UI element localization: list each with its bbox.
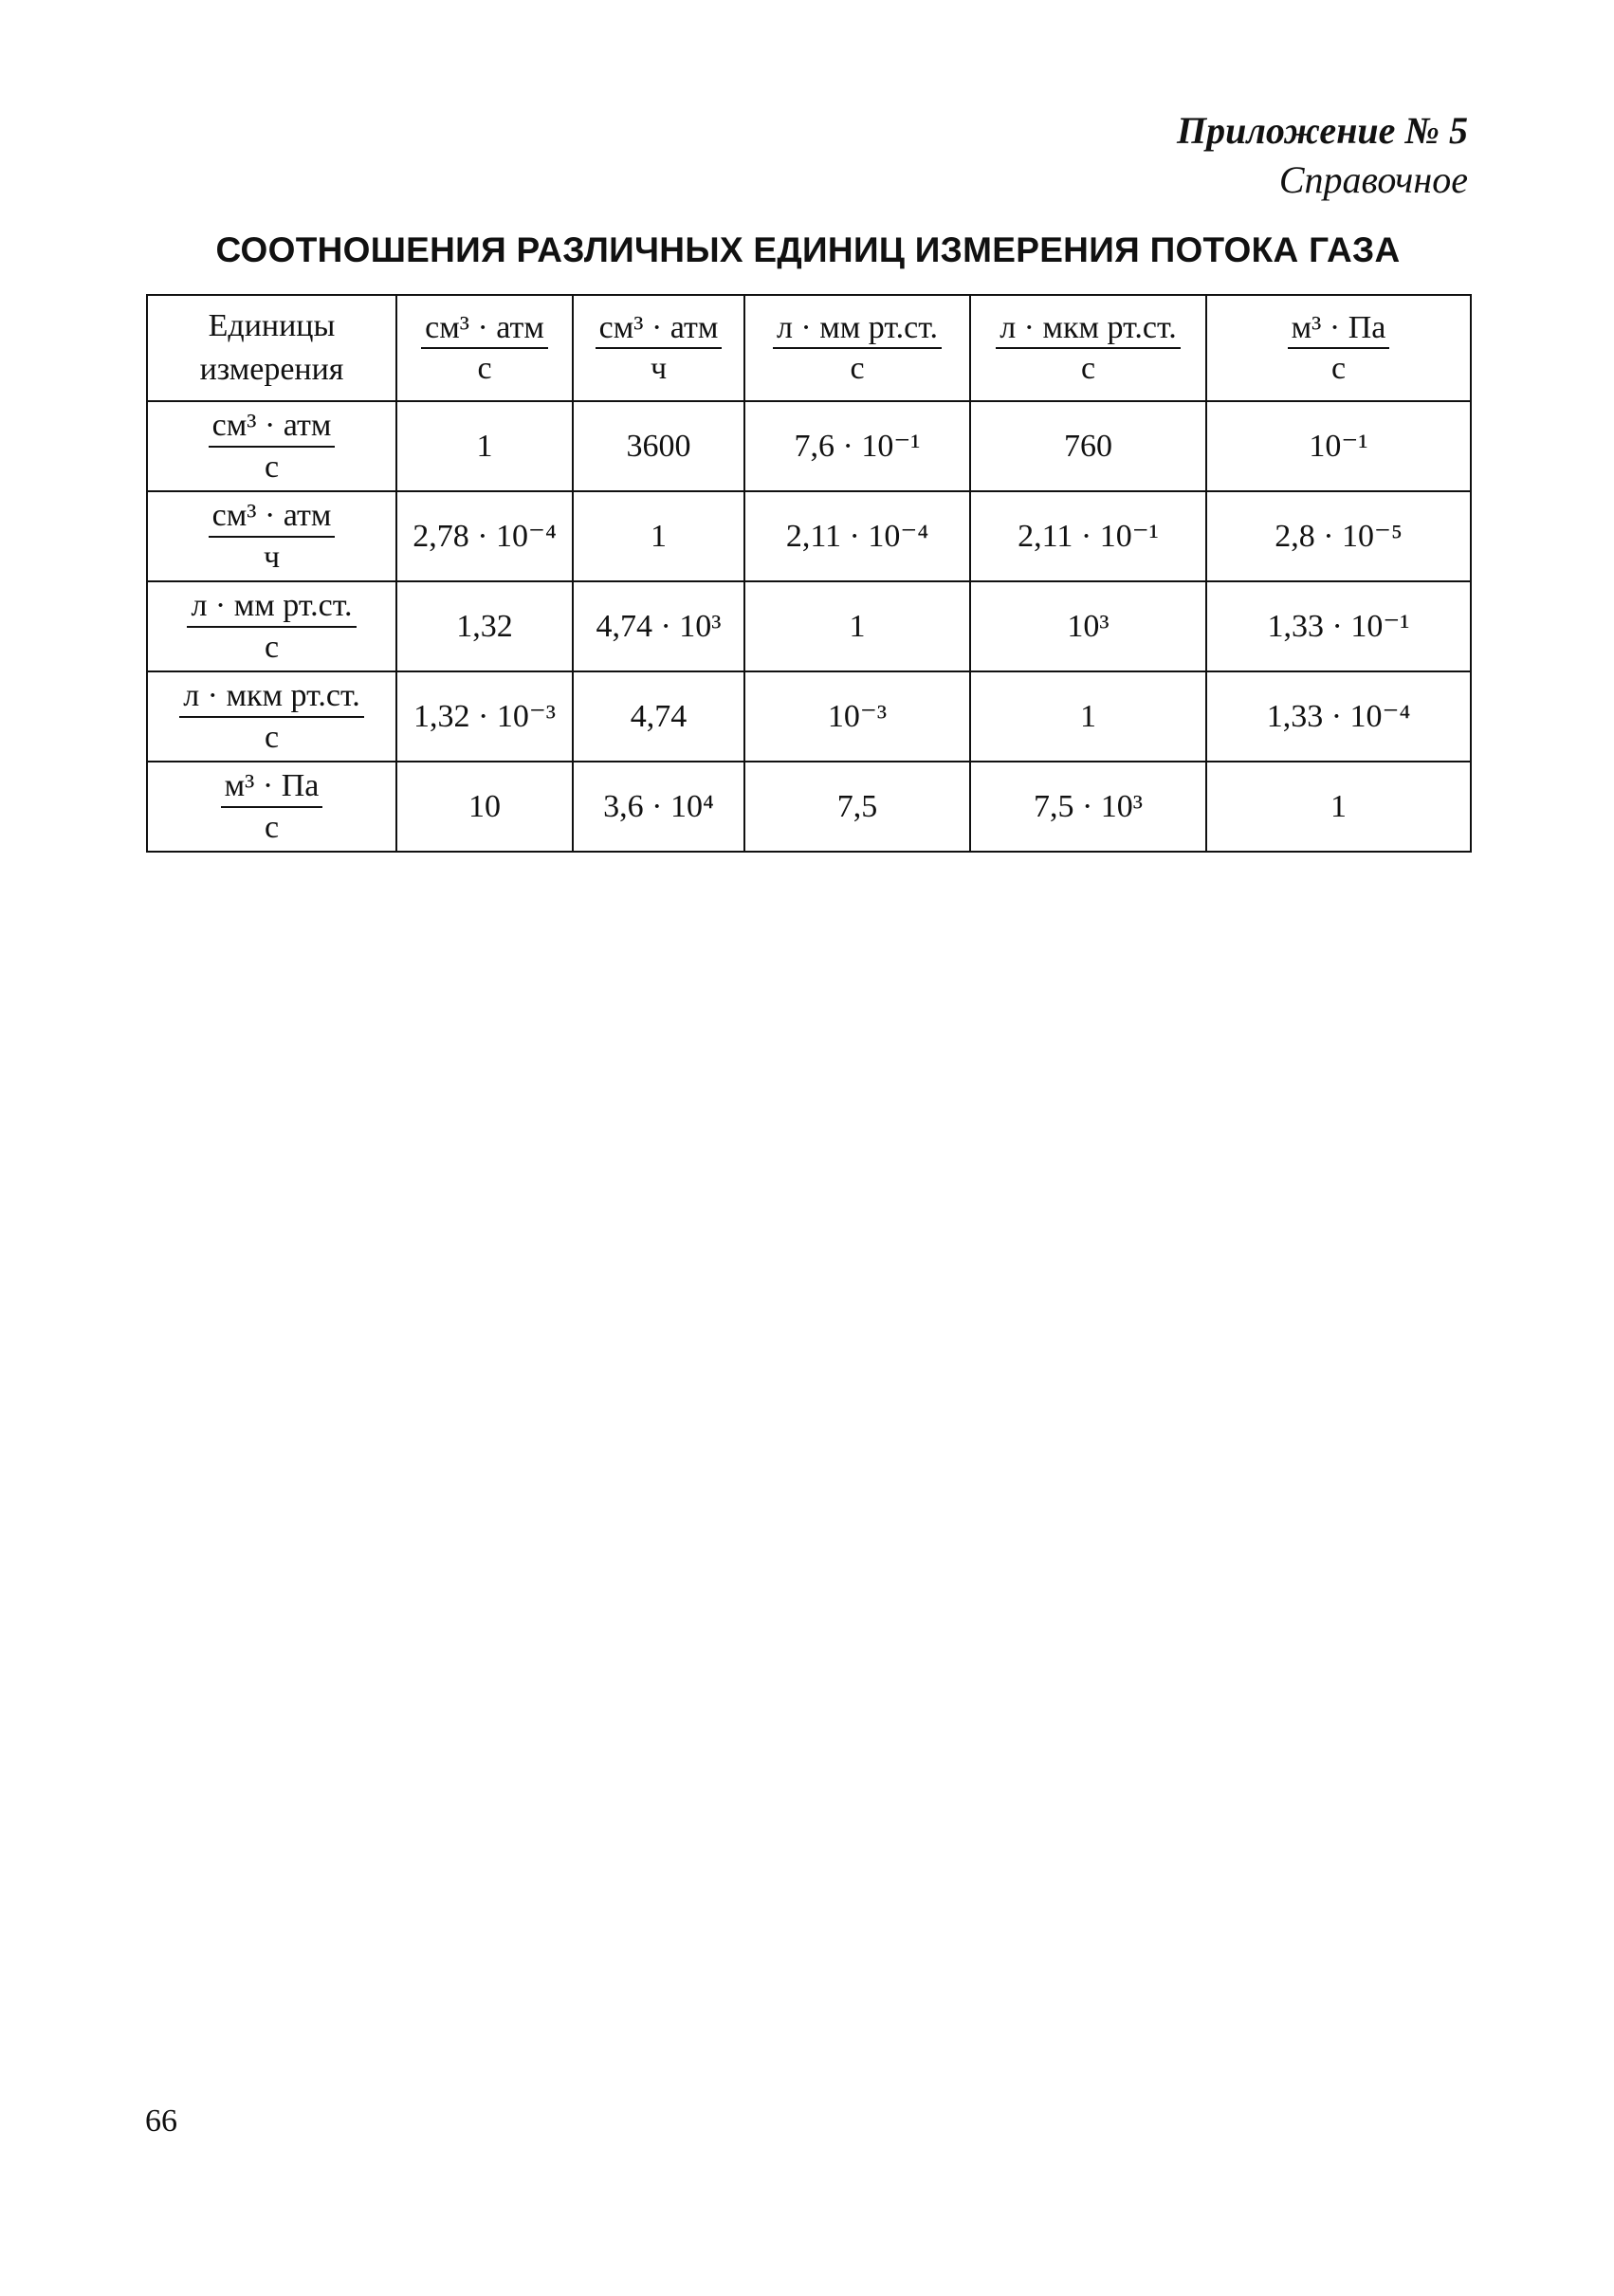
- row-header: [147, 581, 396, 671]
- unit-denominator: ч: [650, 351, 668, 386]
- table-row: [147, 491, 1471, 581]
- table-cell: 3,6 · 10⁴: [573, 762, 744, 852]
- table-cell: 2,78 · 10⁻⁴: [396, 491, 573, 581]
- table-cell: 2,11 · 10⁻⁴: [744, 491, 970, 581]
- table-cell: 1,33 · 10⁻⁴: [1206, 671, 1471, 762]
- unit-denominator: с: [1330, 351, 1347, 386]
- unit-numerator: л · мкм рт.ст.: [179, 678, 364, 717]
- table-cell: 760: [970, 401, 1206, 491]
- unit-denominator: с: [264, 449, 280, 485]
- unit-denominator: с: [1080, 351, 1096, 386]
- unit-numerator: см³ · атм: [209, 408, 336, 447]
- unit-denominator: с: [850, 351, 865, 386]
- conversion-table: [146, 294, 1472, 853]
- table-cell: 7,5: [744, 762, 970, 852]
- unit-numerator: л · мм рт.ст.: [773, 310, 942, 349]
- column-header: [396, 295, 573, 401]
- row-header: [147, 401, 396, 491]
- unit-numerator: л · мкм рт.ст.: [996, 310, 1181, 349]
- table-cell: 1,33 · 10⁻¹: [1206, 581, 1471, 671]
- column-header: [970, 295, 1206, 401]
- table-cell: 2,8 · 10⁻⁵: [1206, 491, 1471, 581]
- unit-numerator: л · мм рт.ст.: [187, 588, 356, 627]
- table-cell: 1: [573, 491, 744, 581]
- table-cell: 1: [396, 401, 573, 491]
- unit-denominator: с: [264, 629, 280, 665]
- table-cell: 10⁻³: [744, 671, 970, 762]
- appendix-subtitle: Справочное: [1278, 158, 1468, 201]
- unit-numerator: см³ · атм: [421, 310, 548, 349]
- header-row: [147, 295, 1471, 401]
- corner-line1: Единицы: [208, 308, 336, 343]
- table-cell: 7,5 · 10³: [970, 762, 1206, 852]
- unit-denominator: с: [264, 719, 280, 755]
- table-cell: 10⁻¹: [1206, 401, 1471, 491]
- table-cell: 4,74: [573, 671, 744, 762]
- row-header: [147, 762, 396, 852]
- appendix-label: Приложение № 5: [1176, 109, 1468, 152]
- table-cell: 4,74 · 10³: [573, 581, 744, 671]
- table-cell: 1: [1206, 762, 1471, 852]
- column-header: [744, 295, 970, 401]
- table-cell: 1: [970, 671, 1206, 762]
- table-row: [147, 401, 1471, 491]
- page-title: СООТНОШЕНИЯ РАЗЛИЧНЫХ ЕДИНИЦ ИЗМЕРЕНИЯ ПОТОКА ГАЗА: [215, 230, 1401, 269]
- column-header: [1206, 295, 1471, 401]
- unit-numerator: м³ · Па: [1288, 310, 1390, 349]
- table-cell: 1: [744, 581, 970, 671]
- column-header: [573, 295, 744, 401]
- corner-line2: измерения: [199, 352, 344, 387]
- unit-denominator: с: [477, 351, 492, 386]
- page-number: 66: [145, 2103, 177, 2139]
- row-header: [147, 491, 396, 581]
- row-header: [147, 671, 396, 762]
- table-row: [147, 671, 1471, 762]
- unit-numerator: м³ · Па: [221, 768, 323, 807]
- table-cell: 2,11 · 10⁻¹: [970, 491, 1206, 581]
- unit-denominator: ч: [263, 539, 281, 575]
- table-row: [147, 581, 1471, 671]
- table-row: [147, 762, 1471, 852]
- corner-cell: [147, 295, 396, 401]
- unit-numerator: см³ · атм: [209, 498, 336, 537]
- table-cell: 3600: [573, 401, 744, 491]
- appendix-block: [1177, 106, 1468, 205]
- table-cell: 10³: [970, 581, 1206, 671]
- table-cell: 1,32: [396, 581, 573, 671]
- table-cell: 7,6 · 10⁻¹: [744, 401, 970, 491]
- table-cell: 10: [396, 762, 573, 852]
- unit-numerator: см³ · атм: [596, 310, 723, 349]
- table-cell: 1,32 · 10⁻³: [396, 671, 573, 762]
- unit-denominator: с: [264, 809, 280, 845]
